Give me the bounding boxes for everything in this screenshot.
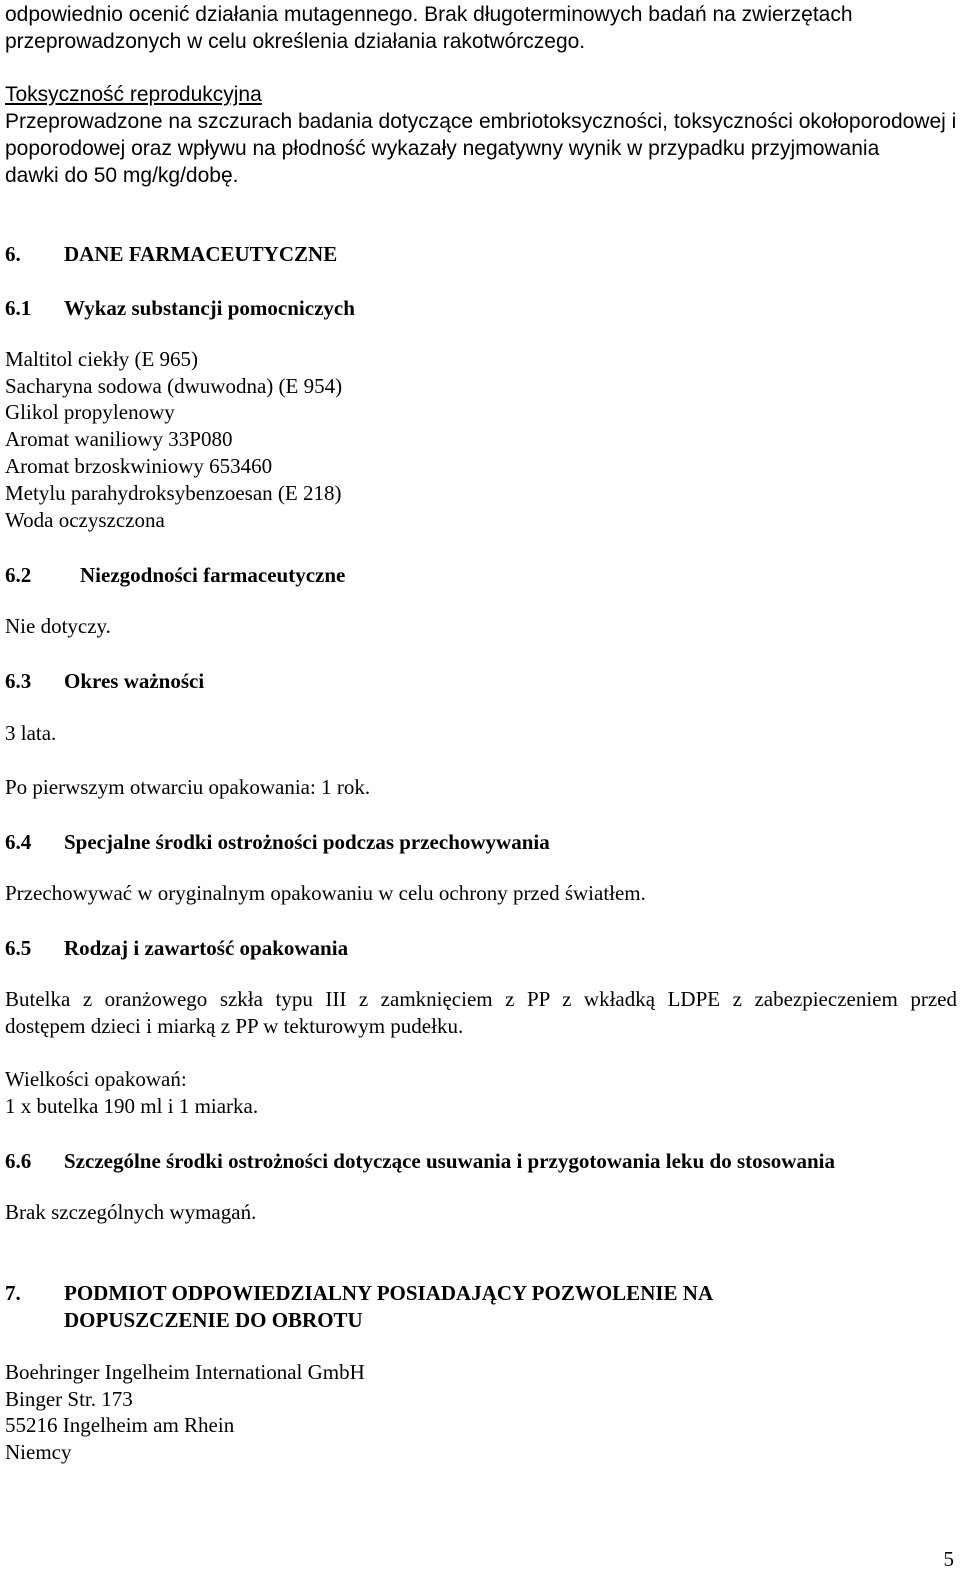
text-line: poporodowej oraz wpływu na płodność wykazały negatywny wynik w przypadku przyjmowania (5, 137, 880, 160)
text-line: przeprowadzonych w celu określenia działania rakotwórczego. (5, 30, 586, 53)
section-text: 3 lata. (5, 721, 57, 745)
section-title: Niezgodności farmaceutyczne (80, 563, 346, 587)
section-text: Butelka z oranżowego szkła typu III z zamknięciem z PP z wkładką LDPE z zabezpieczeniem przed (5, 987, 957, 1011)
section-text: Po pierwszym otwarciu opakowania: 1 rok. (5, 775, 371, 799)
text-line: Przeprowadzone na szczurach badania dotyczące embriotoksyczności, toksyczności okołoporodowej i (5, 110, 957, 133)
text-line: odpowiednio ocenić działania mutagennego. Brak długoterminowych badań na zwierzętach (5, 3, 853, 26)
page-number: 5 (943, 1547, 954, 1571)
section-heading-6-4 (0, 830, 960, 854)
section-title: Wykaz substancji pomocniczych (64, 296, 355, 320)
pack-sizes-label: Wielkości opakowań: (5, 1067, 187, 1091)
section-title: Szczególne środki ostrożności dotyczące usuwania i przygotowania leku do stosowania (64, 1149, 835, 1173)
list-item: Sacharyna sodowa (dwuwodna) (E 954) (5, 374, 343, 398)
section-title: Okres ważności (64, 669, 205, 693)
section-title-line: DOPUSZCZENIE DO OBROTU (64, 1308, 363, 1332)
list-item: Glikol propylenowy (5, 400, 175, 424)
list-item: Woda oczyszczona (5, 508, 165, 532)
section-number: 6.2 (5, 563, 32, 587)
pack-sizes-value: 1 x butelka 190 ml i 1 miarka. (5, 1094, 259, 1118)
section-number: 6.5 (5, 936, 32, 960)
list-item: Aromat brzoskwiniowy 653460 (5, 454, 273, 478)
list-item: Metylu parahydroksybenzoesan (E 218) (5, 481, 342, 505)
section-number: 6.3 (5, 669, 32, 693)
address-line: Boehringer Ingelheim International GmbH (5, 1360, 365, 1384)
section-heading-7 (0, 1281, 960, 1335)
address-line: Binger Str. 173 (5, 1387, 133, 1411)
section-title: Specjalne środki ostrożności podczas przechowywania (64, 830, 550, 854)
list-item: Maltitol ciekły (E 965) (5, 347, 199, 371)
subheading-reproductive-toxicity: Toksyczność reprodukcyjna (5, 83, 262, 106)
section-number: 6.6 (5, 1149, 32, 1173)
text-line: dawki do 50 mg/kg/dobę. (5, 164, 239, 187)
address-line: 55216 Ingelheim am Rhein (5, 1413, 235, 1437)
section-heading-6-2 (0, 563, 960, 587)
section-title-line: PODMIOT ODPOWIEDZIALNY POSIADAJĄCY POZWOLENIE NA (64, 1281, 714, 1305)
section-title: DANE FARMACEUTYCZNE (64, 242, 338, 266)
section-text: dostępem dzieci i miarką z PP w tekturowym pudełku. (5, 1014, 464, 1038)
section-text: Nie dotyczy. (5, 614, 111, 638)
section-heading-6-1 (0, 296, 960, 320)
section-text: Brak szczególnych wymagań. (5, 1200, 257, 1224)
address-line: Niemcy (5, 1440, 72, 1464)
section-heading-6-5 (0, 936, 960, 960)
section-heading-6-3 (0, 669, 960, 693)
list-item: Aromat waniliowy 33P080 (5, 427, 233, 451)
section-number: 6.4 (5, 830, 32, 854)
section-heading-6-6 (0, 1149, 960, 1173)
section-number: 6. (5, 242, 21, 266)
section-number: 6.1 (5, 296, 32, 320)
section-heading-6 (0, 242, 960, 266)
section-title: Rodzaj i zawartość opakowania (64, 936, 349, 960)
section-number: 7. (5, 1281, 21, 1305)
section-text: Przechowywać w oryginalnym opakowaniu w celu ochrony przed światłem. (5, 881, 646, 905)
